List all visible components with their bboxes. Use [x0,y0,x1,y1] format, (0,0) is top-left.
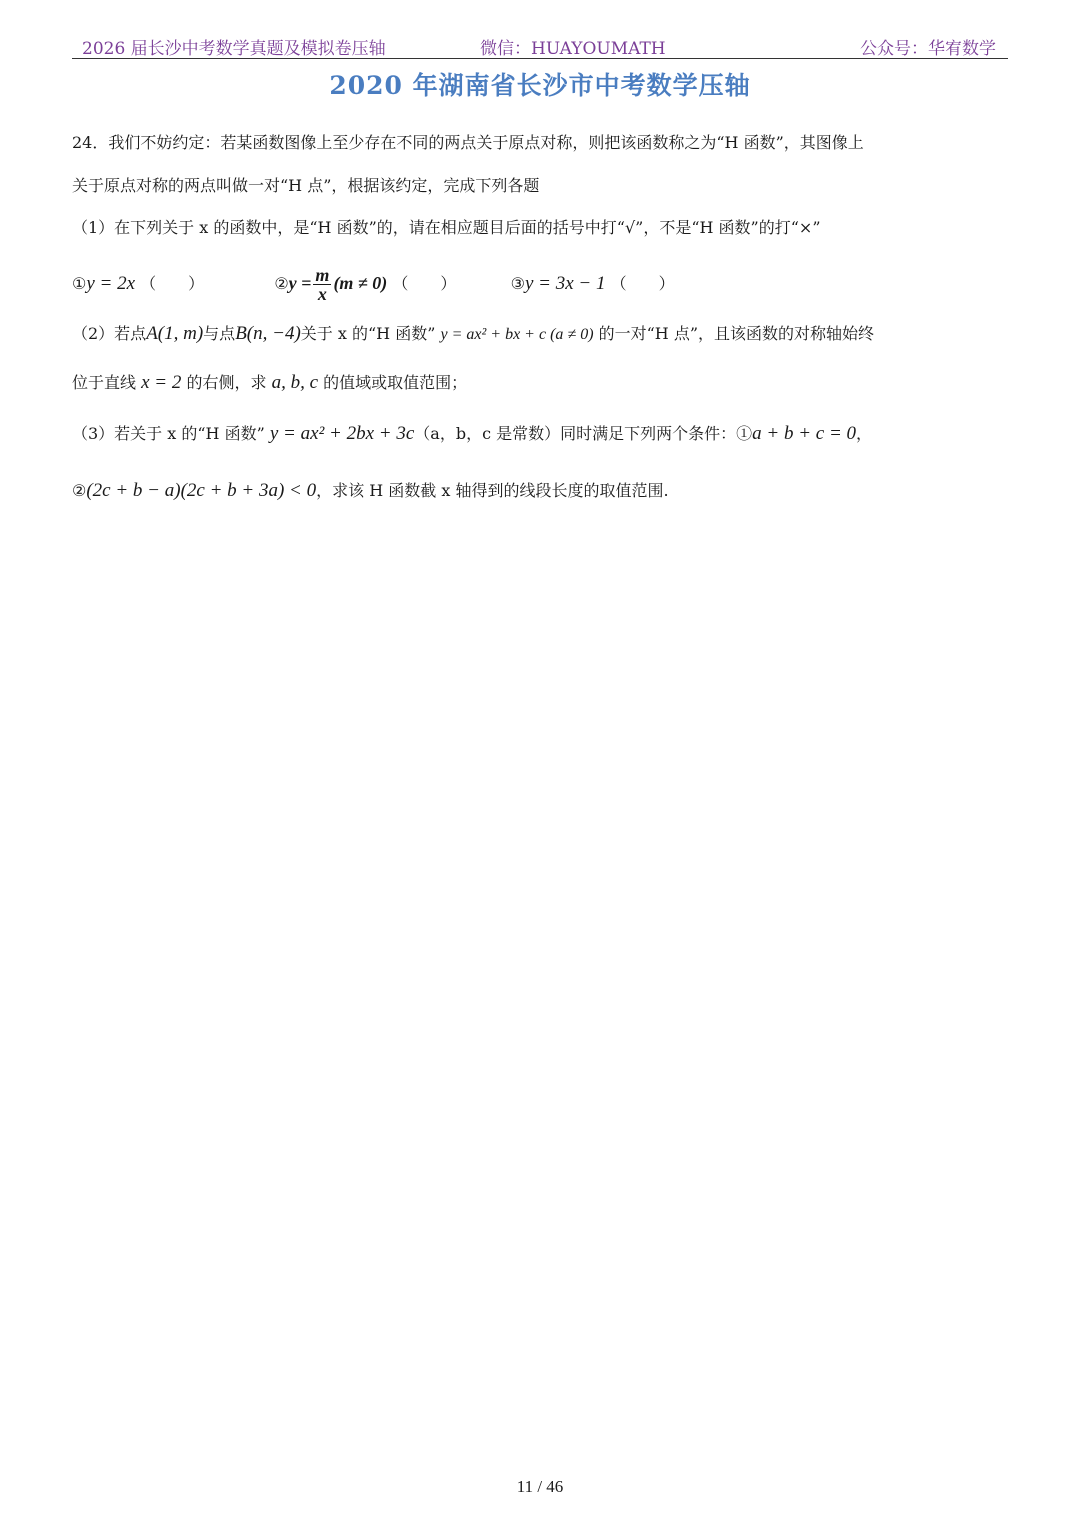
option-1-expression: y = 2x [86,273,136,294]
header-official-account: 公众号：华宥数学 [860,39,996,59]
fraction-denominator: x [317,284,327,304]
question-intro-line1: 24．我们不妨约定：若某函数图像上至少存在不同的两点关于原点对称，则把该函数称之为“H 函数”，其图像上 [72,133,864,152]
question-intro-line2: 关于原点对称的两点叫做一对“H 点”，根据该约定，完成下列各题 [72,176,540,195]
part3-text-c: ， [856,424,873,443]
part1-options [72,266,1008,303]
page-number: 11 / 46 [516,1477,564,1496]
part2-text-b: 与点 [203,324,236,343]
page-title: 2020 年湖南省长沙市中考数学压轴 [329,71,751,100]
option-3-expression: y = 3x − 1 [524,273,606,294]
option-1 [72,273,204,295]
condition-2-mark: ② [72,481,87,500]
point-a: A(1, m) [146,323,204,344]
line-x-equals-2: x = 2 [141,372,182,393]
variables-abc: a, b, c [271,372,319,393]
page-header [72,30,1008,59]
condition-2: (2c + b − a)(2c + b + 3a) < 0 [86,480,317,501]
option-2-lhs: y = [288,273,312,293]
point-b: B(n, −4) [235,323,301,344]
header-series-title: 2026 届长沙中考数学真题及模拟卷压轴 [82,39,386,59]
part2-line2-text-a: 位于直线 [72,373,137,392]
header-wechat: 微信：HUAYOUMATH [480,39,666,59]
part3-text-b: （a，b，c 是常数）同时满足下列两个条件：① [414,424,753,443]
part2-text-a: （2）若点 [72,324,147,343]
part2-function: y = ax² + bx + c (a ≠ 0) [440,326,594,343]
fraction-numerator: m [315,265,330,285]
question-part2-line2 [72,372,1008,394]
part2-line2-text-b: 的右侧，求 [186,373,267,392]
part2-text-d: 的一对“H 点”，且该函数的对称轴始终 [598,324,875,343]
option-3-mark: ③ [510,274,525,293]
option-2-mark: ② [274,274,289,293]
option-2-condition: (m ≠ 0) [333,273,388,293]
part3-function: y = ax² + 2bx + 3c [269,423,415,444]
option-2-answer-blank: （ ） [392,274,457,293]
option-1-mark: ① [72,274,87,293]
question-part3-line2 [72,480,1008,502]
part3-line2-text: ，求该 H 函数截 x 轴得到的线段长度的取值范围. [316,481,669,500]
option-2 [274,266,456,303]
part3-text-a: （3）若关于 x 的“H 函数” [72,424,265,443]
part2-line2-text-c: 的值域或取值范围； [323,373,468,392]
option-3 [511,273,675,295]
part2-text-c: 关于 x 的“H 函数” [300,324,436,343]
question-part3-line1 [72,423,1008,445]
option-2-fraction [313,266,331,303]
question-part1: （1）在下列关于 x 的函数中，是“H 函数”的，请在相应题目后面的括号中打“√”，不是“H 函数”的打“×” [72,218,821,237]
option-1-answer-blank: （ ） [140,274,205,293]
question-part2-line1 [72,323,1008,346]
condition-1: a + b + c = 0 [752,423,857,444]
option-3-answer-blank: （ ） [610,274,675,293]
